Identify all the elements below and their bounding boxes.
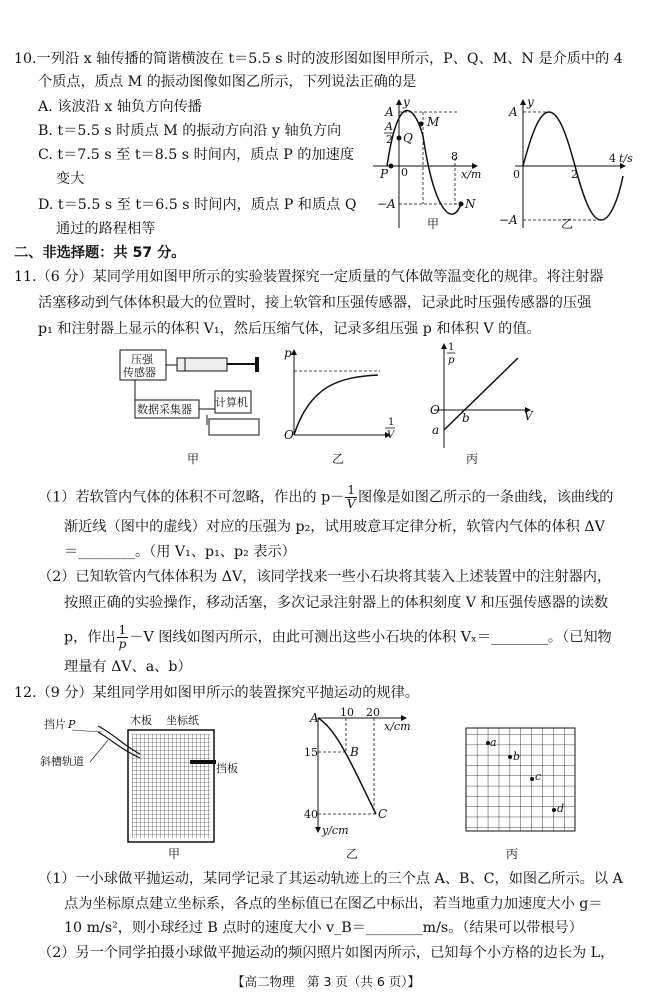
q12-apparatus-xiecao: 斜槽轨道 <box>40 755 84 768</box>
flash-caption: 丙 <box>506 847 519 861</box>
invp-V-origin: O <box>430 403 440 417</box>
q11-figure-invp-V <box>420 340 540 466</box>
q12-line1: 12.（9 分）某组同学用如图甲所示的装置探究平抛运动的规律。 <box>14 685 419 701</box>
vib-caption: 乙 <box>561 217 574 231</box>
q10-stem-line1: 10.一列沿 x 轴传播的简谐横波在 t＝5.5 s 时的波形图如图甲所示，P、Q、M、N 是介质中的 4 <box>14 51 623 67</box>
flash-b-label: b <box>513 750 521 763</box>
q12-s1-line3: 10 m/s²，则小球经过 B 点时的速度大小 v_B＝________m/s。（结果可以带根号） <box>64 920 583 936</box>
q11-line2: 活塞移动到气体体积最大的位置时，接上软管和压强传感器，记录此时压强传感器的压强 <box>38 295 592 311</box>
traj-twenty-label: 20 <box>366 706 380 719</box>
q10-option-d-line2: 通过的路程相等 <box>56 221 156 237</box>
q10-option-d-line1: D. t＝5.5 s 至 t＝6.5 s 时间内，质点 P 和质点 Q <box>38 197 357 213</box>
q11-s1-line3: ＝________。（用 V₁、p₁、p₂ 表示） <box>64 544 296 560</box>
apparatus-computer-label: 计算机 <box>215 396 248 409</box>
wave-x-unit: x/m <box>461 168 482 181</box>
p-invV-p-label: p <box>284 346 292 360</box>
q12-apparatus-muban: 木板 <box>130 714 152 727</box>
q11-s2-line3 <box>64 624 612 651</box>
q11-s1-text-b: 图像是如图乙所示的一条曲线，该曲线的 <box>358 489 614 506</box>
q10-figure-vibration <box>495 96 640 236</box>
traj-C-label: C <box>378 807 388 821</box>
q11-s2-text-b: －V 图线如图丙所示，由此可测出这些小石块的体积 Vₓ＝________。（已知物 <box>129 629 612 646</box>
invp-V-ynum: 1 <box>448 342 455 353</box>
q12-apparatus-P: P <box>68 718 76 731</box>
q11-s1-line1 <box>38 484 613 511</box>
q11-s2-fraction <box>117 624 129 651</box>
q11-s2-line2: 按照正确的实验操作，移动活塞，多次记录注射器上的体积刻度 V 和压强传感器的读数 <box>64 595 609 611</box>
apparatus-sensor-label1: 压强 <box>131 353 153 366</box>
q10-option-b: B. t＝5.5 s 时质点 M 的振动方向沿 y 轴负方向 <box>38 123 342 139</box>
invp-V-a-label: a <box>432 423 440 437</box>
q11-line1: 11.（6 分）某同学用如图甲所示的实验装置探究一定质量的气体做等温变化的规律。将注射器 <box>14 269 604 285</box>
wave-negA-label: −A <box>377 197 396 211</box>
q11-s1-frac-num: 1 <box>347 483 356 497</box>
p-invV-origin: O <box>284 428 294 442</box>
wave-A-label: A <box>385 105 394 119</box>
q10-option-c-line1: C. t＝7.5 s 至 t＝8.5 s 时间内，质点 P 的加速度 <box>38 147 355 163</box>
q10-figure-wave <box>365 96 495 236</box>
q12-apparatus-caption: 甲 <box>168 847 181 861</box>
vib-y-label: y <box>527 95 534 109</box>
flash-a-label: a <box>490 736 497 749</box>
traj-ten-label: 10 <box>340 706 354 719</box>
q12-s1-line1: （1）一小球做平抛运动，某同学记录了其运动轨迹上的三个点 A、B、C，如图乙所示。以 A <box>38 871 623 887</box>
wave-caption: 甲 <box>427 217 440 231</box>
vib-t-unit: t/s <box>619 152 633 165</box>
wave-Q-label: Q <box>403 131 413 145</box>
invp-V-x-label: V <box>524 409 533 423</box>
q12-apparatus-dangban: 挡板 <box>216 762 238 775</box>
section-2-heading: 二、非选择题：共 57 分。 <box>14 245 186 261</box>
page-footer: 【高二物理 第 3 页（共 6 页）】 <box>231 974 421 989</box>
wave-halfA-num: A <box>385 120 393 133</box>
q10-option-c-line2: 变大 <box>56 171 85 187</box>
apparatus-sensor-label2: 传感器 <box>123 366 156 379</box>
apparatus-caption: 甲 <box>187 452 200 466</box>
q11-figure-p-invV <box>280 345 400 465</box>
q11-s2-text-a: p，作出 <box>64 629 116 646</box>
q11-s2-line1: （2）已知软管内气体体积为 ΔV，该同学找来一些小石块将其装入上述装置中的注射器内， <box>38 569 612 585</box>
traj-A-label: A <box>310 711 319 725</box>
flash-c-label: c <box>535 770 542 783</box>
p-invV-xden: V <box>387 430 395 441</box>
traj-fifteen-label: 15 <box>304 746 318 759</box>
invp-V-caption: 丙 <box>466 452 479 466</box>
wave-M-label: M <box>427 115 440 129</box>
q10-stem-line2: 个质点，质点 M 的振动图像如图乙所示，下列说法正确的是 <box>38 74 417 90</box>
q11-s2-line4: 理量有 ΔV、a、b） <box>64 659 192 675</box>
vib-zero-label: 0 <box>513 168 520 181</box>
traj-y-unit: y/cm <box>322 824 349 837</box>
vib-two-label: 2 <box>571 168 578 181</box>
p-invV-caption: 乙 <box>332 452 345 466</box>
invp-V-yden: p <box>448 355 455 366</box>
q10-option-a: A. 该波沿 x 轴负方向传播 <box>38 99 202 115</box>
q12-apparatus-zuobiaozhi: 坐标纸 <box>166 714 199 727</box>
traj-x-unit: x/cm <box>384 720 411 733</box>
q12-s1-line2: 点为坐标原点建立坐标系，各点的坐标值已在图乙中标出，若当地重力加速度大小 g＝ <box>64 896 603 912</box>
q11-s1-fraction <box>345 484 357 511</box>
wave-y-label: y <box>403 95 410 109</box>
q11-figure-apparatus <box>115 345 265 465</box>
wave-halfA-den: 2 <box>386 133 393 146</box>
traj-forty-label: 40 <box>304 808 318 821</box>
wave-eight-label: 8 <box>451 150 458 163</box>
q11-s1-text-a: （1）若软管内气体的体积不可忽略，作出的 p－ <box>38 489 345 506</box>
q12-s2-line1: （2）另一个同学拍摄小球做平抛运动的频闪照片如图丙所示，已知每个小方格的边长为 L， <box>38 945 615 961</box>
vib-negA-label: −A <box>499 213 518 227</box>
wave-N-label: N <box>465 197 476 211</box>
traj-caption: 乙 <box>346 847 359 861</box>
q11-s2-frac-den: p <box>118 637 127 651</box>
traj-B-label: B <box>350 745 359 759</box>
q12-figure-apparatus <box>40 710 238 861</box>
flash-d-label: d <box>557 802 565 815</box>
q12-figure-flash-grid <box>466 724 586 874</box>
q11-s1-line2: 渐近线（图中的虚线）对应的压强为 p₂，试用玻意耳定律分析，软管内气体的体积 ΔV <box>64 519 605 535</box>
q12-figure-trajectory <box>304 706 430 861</box>
invp-V-b-label: b <box>462 411 470 425</box>
wave-zero-label: 0 <box>401 166 408 179</box>
apparatus-collector-label: 数据采集器 <box>137 403 192 416</box>
q11-s1-frac-den: V <box>346 497 356 511</box>
vib-A-label: A <box>509 105 518 119</box>
q11-line3: p₁ 和注射器上显示的体积 V₁，然后压缩气体，记录多组压强 p 和体积 V 的值。 <box>38 321 541 337</box>
q11-s2-frac-num: 1 <box>118 623 127 637</box>
wave-P-label: P <box>380 167 389 181</box>
q12-apparatus-dangpian: 挡片 <box>44 718 66 731</box>
vib-four-label: 4 <box>609 152 616 165</box>
p-invV-xnum: 1 <box>388 417 395 428</box>
